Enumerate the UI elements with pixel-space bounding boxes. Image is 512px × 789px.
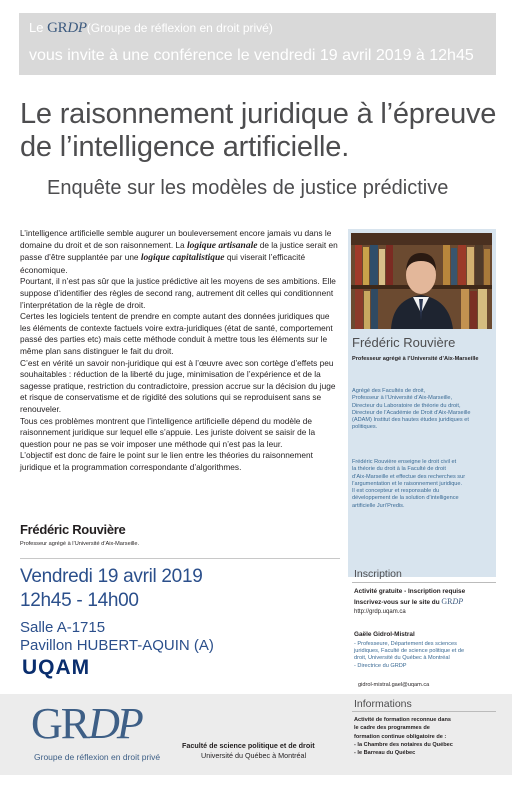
- speaker-bio-credentials: Agrégé des Facultés de droit, Professeur à l’Université d’Aix-Marseille, Directeur du Laboratoire de théorie du droit, Directeur de l’Académie de Droit d’Aix-Marseille (ADAM) Institut des hautes études juridiques et politiques.: [352, 388, 471, 431]
- event-room: Salle A-1715: [20, 619, 106, 636]
- signature-title: Professeur agrégé à l’Université d’Aix-Marseille.: [20, 541, 140, 547]
- grdp-inline-logo: GRDP: [441, 597, 464, 606]
- grdp-logo: GRDP: [31, 699, 141, 748]
- header-invitation: vous invite à une conférence le vendredi 19 avril 2019 à 12h45: [29, 47, 474, 64]
- speaker-photo: [351, 233, 492, 329]
- header-org-line: [29, 20, 273, 37]
- divider: [20, 558, 340, 559]
- header-prefix: Le: [29, 20, 44, 35]
- inscription-rule: [352, 582, 496, 583]
- signature-name: Frédéric Rouvière: [20, 522, 126, 537]
- grdp-tagline: Groupe de réflexion en droit privé: [34, 752, 161, 762]
- inscription-free-note: Activité gratuite - Inscription requise: [354, 588, 466, 595]
- abstract-text: [20, 228, 340, 473]
- abstract-paragraph: Tous ces problèmes montrent que l’intelligence artificielle dépend du modèle de raisonnement juridique sur lequel elle s’appuie. Les juriste doivent se saisir de la question pour ne pas se voir imposer une méthode qui n’est pas la leur.: [20, 415, 316, 449]
- grdp-inline-logo: GRDP: [47, 20, 87, 36]
- uqam-logo: UQAM: [22, 656, 91, 679]
- inscription-heading: Inscription: [354, 568, 402, 580]
- informations-heading: Informations: [354, 698, 412, 710]
- abstract-paragraph: Certes les logiciels tentent de prendre en compte autant des données juridiques que les éléments de contexte factuels voire extra-juridiques (état de santé, comportement passé des parties etc) mais cette méthode conduit à mettre tous les éléments sur le même plan sans distinguer le fait du droit.: [20, 311, 333, 356]
- event-date: Vendredi 19 avril 2019: [20, 566, 203, 587]
- faculty-name: Faculté de science politique et de droit: [182, 741, 315, 750]
- abstract-paragraph: L’objectif est donc de faire le point sur le lien entre les théories du raisonnement juridique et la programmation correspondante d’algorithmes.: [20, 450, 313, 472]
- header-org-subtitle: (Groupe de réflexion en droit privé): [86, 21, 273, 35]
- abstract-paragraph: L’intelligence artificielle semble augurer un bouleversement encore jamais vu dans le domaine du droit et de son raisonnement. La logique artisanale de la justice serait en passe d’être supplantée par une logique capitalistique qui viserait l’efficacité économique.: [20, 228, 338, 275]
- speaker-title: Professeur agrégé à l’Université d’Aix-Marseille: [352, 356, 479, 362]
- page-title: Le raisonnement juridique à l’épreuve de l’intelligence artificielle.: [20, 98, 497, 163]
- event-time: 12h45 - 14h00: [20, 590, 139, 611]
- contact-email[interactable]: gidrol-mistral.gael@uqam.ca: [358, 682, 430, 688]
- abstract-paragraph: C’est en vérité un savoir non-juridique qui est à l’œuvre avec son cortège d’effets peu souhaitables : réduction de la liberté du juge, minimisation de l’expérience et de la sagesse pratique, restriction du contradictoire, pression accrue sur la décision du juge et risque de conservatisme et de rigidité des solutions qui se reproduisent sans se renouveler.: [20, 357, 336, 414]
- speaker-bio-description: Frédéric Rouvière enseigne le droit civil et la théorie du droit à la Faculté de droit d’Aix-Marseille et effectue des recherches sur l’argumentation et le raisonnement juridique. Il est concepteur et responsable du développement de la solution d’intelligence artificielle Juri’Predis.: [352, 459, 466, 509]
- registration-link[interactable]: http://grdp.uqam.ca: [354, 609, 406, 615]
- speaker-name: Frédéric Rouvière: [352, 335, 456, 350]
- speaker-panel: [348, 229, 496, 577]
- event-building: Pavillon HUBERT-AQUIN (A): [20, 637, 214, 654]
- speaker-portrait-image: [351, 233, 492, 329]
- contact-details: - Professeure, Département des sciences juridiques, Faculté de science politique et de droit, Université du Québec à Montréal - Directrice du GRDP: [354, 641, 465, 669]
- header-band: [19, 13, 496, 75]
- inscription-instructions: Inscrivez-vous sur le site du GRDP: [354, 597, 464, 606]
- contact-name: Gaële Gidrol-Mistral: [354, 631, 415, 638]
- university-name: Université du Québec à Montréal: [201, 751, 307, 760]
- informations-rule: [352, 711, 496, 712]
- abstract-paragraph: Pourtant, il n’est pas sûr que la justice prédictive ait les moyens de ses ambitions. Elle suppose d’identifier des règles de second rang, autrement dit celles qui conditionnent l’interprétation de la règle de droit.: [20, 276, 336, 310]
- page-subtitle: Enquête sur les modèles de justice prédictive: [47, 177, 449, 199]
- informations-text: Activité de formation reconnue dans le cadre des programmes de formation continue obligatoire de : - la Chambre des notaires du Québec - le Barreau du Québec: [354, 717, 453, 757]
